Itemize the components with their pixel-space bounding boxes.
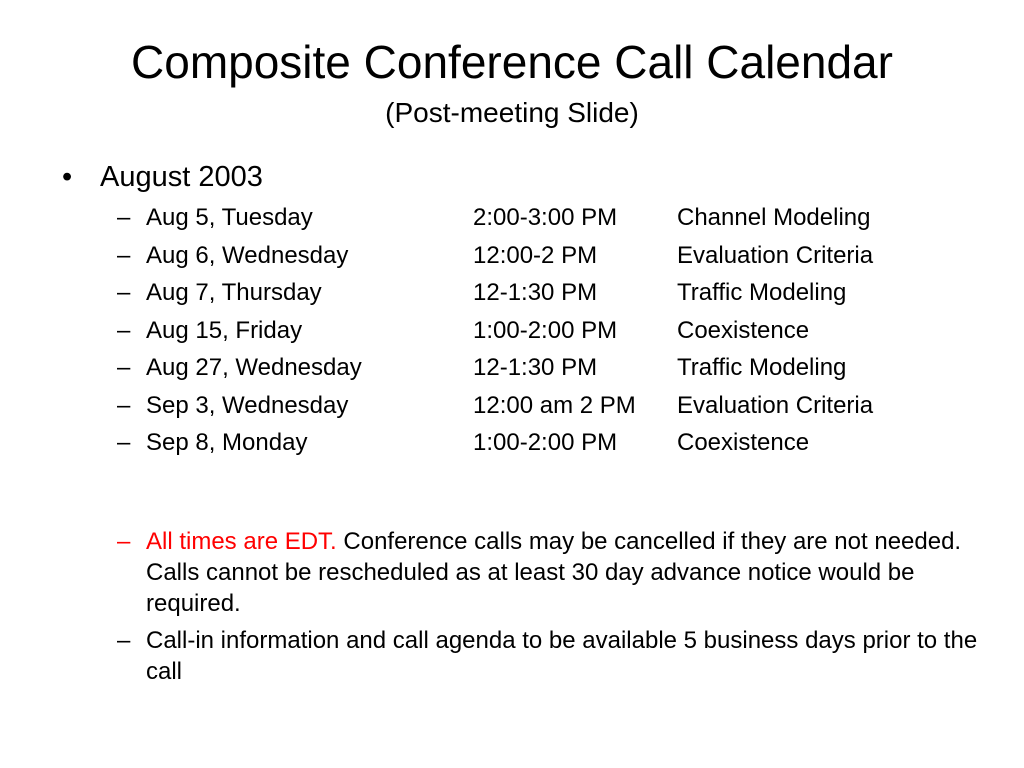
- meeting-row: [117, 274, 997, 312]
- note-text: Conference calls may be cancelled if they are not needed. Calls cannot be rescheduled as at least 30 day advance notice would be required.: [146, 528, 962, 617]
- meeting-topic: Evaluation Criteria: [677, 241, 874, 269]
- meeting-topic: Coexistence: [677, 429, 810, 456]
- dash-marker: –: [117, 391, 131, 419]
- meeting-row: [117, 424, 997, 462]
- notes-list: [117, 526, 997, 693]
- dash-marker: –: [117, 316, 131, 344]
- dash-marker: –: [117, 204, 131, 231]
- month-bullet: [62, 157, 263, 197]
- dash-marker: –: [117, 429, 131, 456]
- bullet-marker: •: [62, 161, 73, 193]
- meeting-date: Aug 7, Thursday: [146, 279, 322, 306]
- meeting-topic: Channel Modeling: [677, 204, 871, 231]
- meeting-date: Aug 15, Friday: [146, 316, 303, 344]
- meeting-date: Sep 8, Monday: [146, 429, 308, 456]
- meeting-time: 12-1:30 PM: [473, 354, 598, 381]
- meeting-date: Aug 6, Wednesday: [146, 241, 349, 269]
- note-item: [117, 526, 997, 619]
- dash-marker: –: [117, 354, 131, 381]
- note-highlight: All times are EDT.: [146, 528, 337, 555]
- meeting-row: [117, 349, 997, 387]
- meeting-time: 12:00 am 2 PM: [473, 391, 636, 419]
- meeting-row: [117, 312, 997, 350]
- slide-title: Composite Conference Call Calendar: [131, 36, 893, 88]
- meeting-topic: Evaluation Criteria: [677, 391, 874, 419]
- note-item: [117, 625, 997, 687]
- slide-subtitle: (Post-meeting Slide): [385, 97, 639, 128]
- meeting-list: [117, 199, 997, 462]
- meeting-date: Sep 3, Wednesday: [146, 391, 349, 419]
- meeting-time: 1:00-2:00 PM: [473, 316, 618, 344]
- note-text: Call-in information and call agenda to be available 5 business days prior to the call: [146, 627, 978, 685]
- dash-marker: –: [117, 279, 131, 306]
- meeting-topic: Traffic Modeling: [677, 279, 847, 306]
- meeting-date: Aug 5, Tuesday: [146, 204, 313, 231]
- dash-marker: –: [117, 627, 131, 654]
- dash-marker: –: [117, 528, 131, 555]
- meeting-topic: Traffic Modeling: [677, 354, 847, 381]
- meeting-date: Aug 27, Wednesday: [146, 354, 362, 381]
- dash-marker: –: [117, 241, 131, 269]
- meeting-row: [117, 237, 997, 275]
- meeting-topic: Coexistence: [677, 316, 810, 344]
- month-heading: August 2003: [100, 161, 263, 193]
- meeting-time: 1:00-2:00 PM: [473, 429, 618, 456]
- meeting-time: 12:00-2 PM: [473, 241, 598, 269]
- meeting-time: 2:00-3:00 PM: [473, 204, 618, 231]
- meeting-time: 12-1:30 PM: [473, 279, 598, 306]
- meeting-row: [117, 387, 997, 425]
- meeting-row: [117, 199, 997, 237]
